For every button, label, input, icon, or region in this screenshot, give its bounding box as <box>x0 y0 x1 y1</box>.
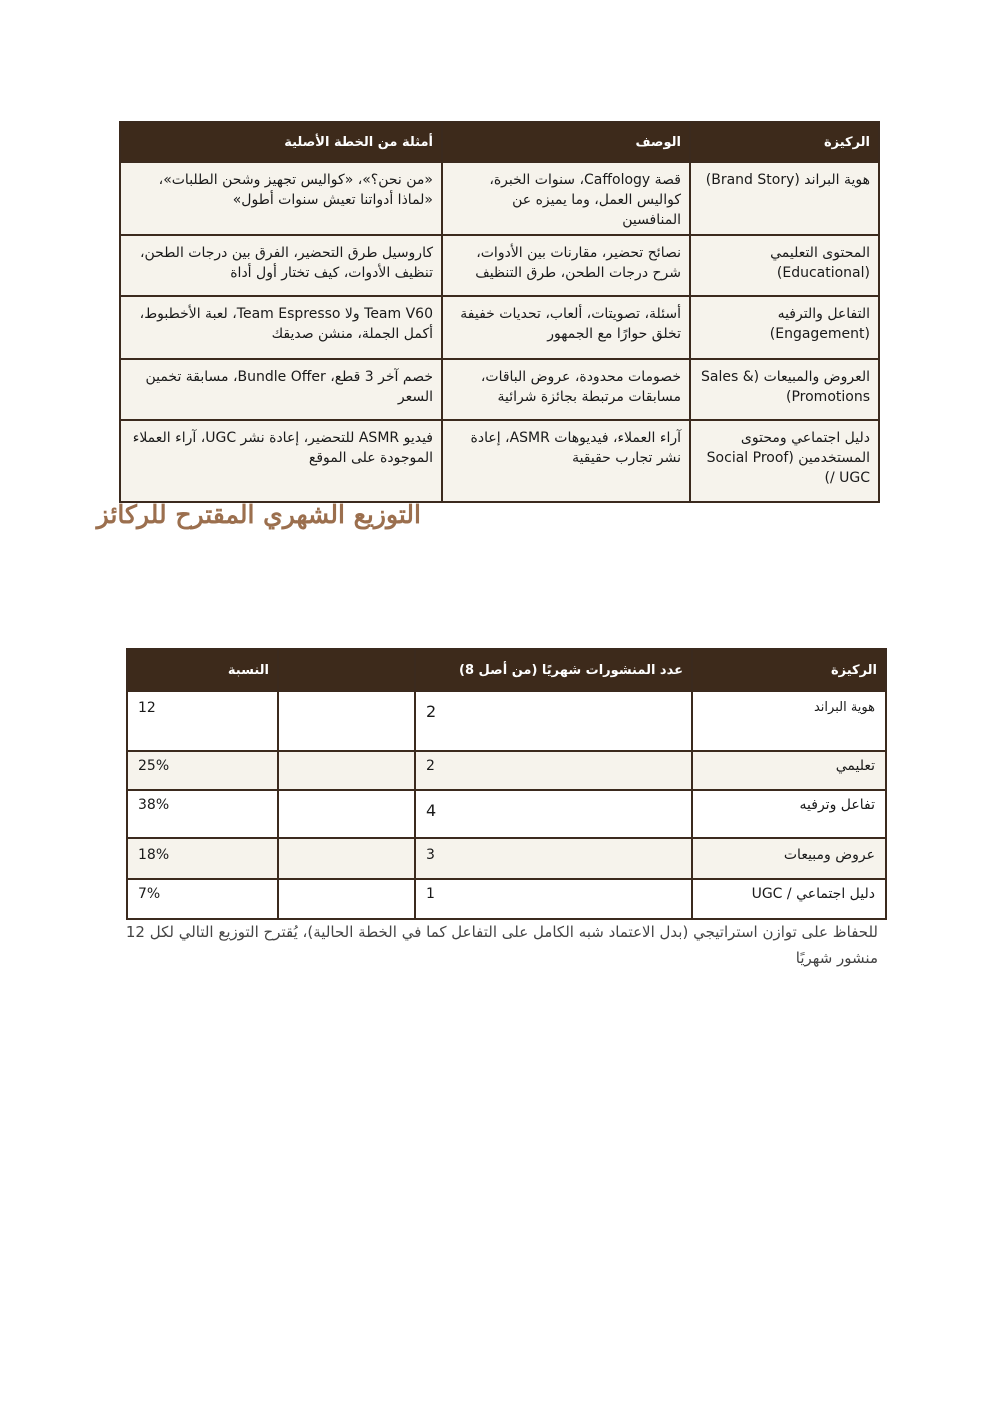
cell-count: 3 <box>415 838 692 879</box>
cell-pillar: التفاعل والترفيه (Engagement) <box>690 296 879 359</box>
cell-description: قصة Caffology، سنوات الخبرة، كواليس العمل، وما يميزه عن المنافسين <box>442 162 690 235</box>
cell-examples: كاروسيل طرق التحضير، الفرق بين درجات الطحن، تنظيف الأدوات، كيف تختار أول أداة <box>120 235 442 296</box>
table-header-row <box>127 649 886 691</box>
table-row <box>120 235 879 296</box>
cell-count: 2 <box>415 751 692 790</box>
cell-examples: Team V60 ولا Team Espresso، لعبة الأخطبوط، أكمل الجملة، منشن صديقك <box>120 296 442 359</box>
cell-pillar: العروض والمبيعات (Sales & Promotions) <box>690 359 879 420</box>
table-row <box>120 359 879 420</box>
cell-examples: «من نحن؟»، «كواليس تجهيز وشحن الطلبات»، «لماذا أدواتنا تعيش سنوات أطول» <box>120 162 442 235</box>
cell-examples: فيديو ASMR للتحضير، إعادة نشر UGC، آراء العملاء الموجودة على الموقع <box>120 420 442 502</box>
cell-pillar: تعليمي <box>692 751 886 790</box>
cell-examples: خصم آخر 3 قطع، Bundle Offer، مسابقة تخمين السعر <box>120 359 442 420</box>
cell-description: آراء العملاء، فيديوهات ASMR، إعادة نشر تجارب حقيقية <box>442 420 690 502</box>
table-row <box>127 838 886 879</box>
cell-empty <box>278 790 415 838</box>
cell-pillar: دليل اجتماعي ومحتوى المستخدمين (Social Proof / UGC) <box>690 420 879 502</box>
cell-pillar: عروض ومبيعات <box>692 838 886 879</box>
table-row <box>120 296 879 359</box>
cell-pillar: هوية البراند (Brand Story) <box>690 162 879 235</box>
header-empty <box>278 649 415 691</box>
table-header-row <box>120 122 879 162</box>
cell-pillar: المحتوى التعليمي (Educational) <box>690 235 879 296</box>
cell-pillar: دليل اجتماعي / UGC <box>692 879 886 919</box>
header-examples: أمثلة من الخطة الأصلية <box>120 122 442 162</box>
cell-description: نصائح تحضير، مقارنات بين الأدوات، شرح درجات الطحن، طرق التنظيف <box>442 235 690 296</box>
monthly-distribution-table <box>126 648 887 920</box>
table-row <box>120 162 879 235</box>
distribution-note: للحفاظ على توازن استراتيجي (بدل الاعتماد شبه الكامل على التفاعل كما في الخطة الحالية)، يُقترح التوزيع التالي لكل 12 منشور شهريًا <box>125 923 878 967</box>
cell-percent: 38% <box>127 790 278 838</box>
cell-count: 1 <box>415 879 692 919</box>
table-row <box>127 751 886 790</box>
distribution-heading: التوزيع الشهري المقترح للركائز <box>96 500 421 529</box>
cell-empty <box>278 691 415 751</box>
cell-pillar: هوية البراند <box>692 691 886 751</box>
header-percent: النسبة <box>127 649 278 691</box>
cell-pillar: تفاعل وترفيه <box>692 790 886 838</box>
header-pillar: الركيزة <box>692 649 886 691</box>
header-description: الوصف <box>442 122 690 162</box>
table-row <box>120 420 879 502</box>
table-row <box>127 691 886 751</box>
cell-empty <box>278 838 415 879</box>
table-row <box>127 879 886 919</box>
header-pillar: الركيزة <box>690 122 879 162</box>
cell-empty <box>278 751 415 790</box>
header-count: عدد المنشورات شهريًا (من أصل 8) <box>415 649 692 691</box>
cell-percent: 25% <box>127 751 278 790</box>
cell-count: 4 <box>415 790 692 838</box>
cell-percent: 7% <box>127 879 278 919</box>
cell-count: 2 <box>415 691 692 751</box>
cell-description: أسئلة، تصويتات، ألعاب، تحديات خفيفة تخلق حوارًا مع الجمهور <box>442 296 690 359</box>
table-row <box>127 790 886 838</box>
cell-description: خصومات محدودة، عروض الباقات، مسابقات مرتبطة بجائزة شرائية <box>442 359 690 420</box>
content-pillars-table <box>119 121 880 503</box>
cell-percent: 18% <box>127 838 278 879</box>
cell-empty <box>278 879 415 919</box>
cell-percent: 12 <box>127 691 278 751</box>
